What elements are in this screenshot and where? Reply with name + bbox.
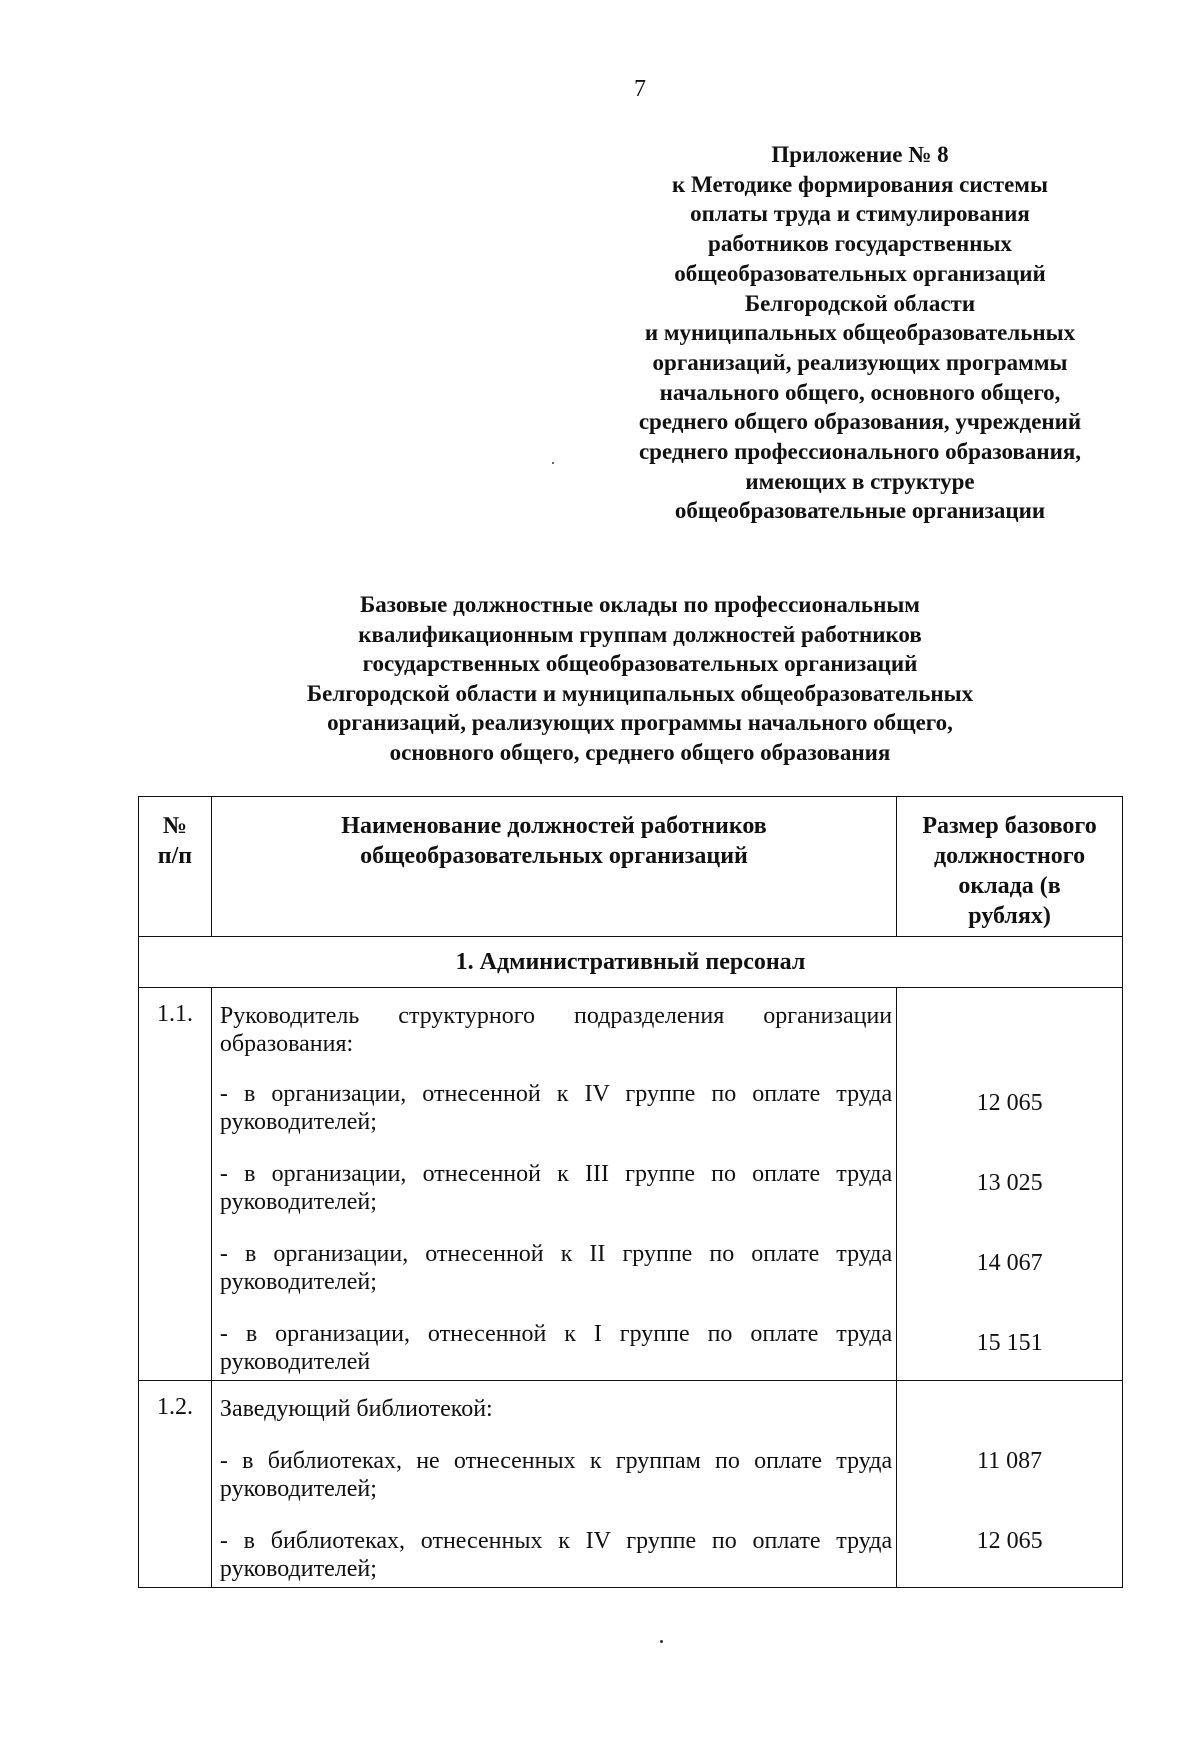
appendix-line: имеющих в структуре [745, 468, 975, 494]
salary-cell [897, 1381, 1123, 1588]
section-row [139, 937, 1123, 988]
position-title: Заведующий библиотекой: [219, 1396, 493, 1422]
row-number: 1.2. [139, 1381, 212, 1588]
appendix-line: начального общего, основного общего, [659, 379, 1061, 405]
appendix-line: Приложение № 8 [771, 142, 949, 167]
appendix-line: работников государственных [708, 231, 1012, 257]
appendix-line: среднего профессионального образования, [638, 439, 1082, 465]
table-header-row [139, 797, 1123, 937]
appendix-line: организаций, реализующих программы [652, 349, 1068, 375]
salary-value: 12 065 [976, 1090, 1043, 1116]
salary-table [138, 796, 1123, 1588]
position-item: - в организации, отнесенной к III группе по оплате труда руководителей; [219, 1161, 893, 1215]
appendix-line: общеобразовательные организации [674, 498, 1046, 524]
appendix-line: общеобразовательных организаций [674, 260, 1046, 286]
appendix-line: оплаты труда и стимулирования [690, 201, 1030, 227]
title-line: организаций, реализующих программы начального общего, [327, 710, 953, 736]
title-line: квалификационным группам должностей работников [358, 621, 922, 647]
appendix-heading [610, 140, 1110, 526]
position-cell [211, 1381, 896, 1588]
scan-speck [552, 462, 554, 464]
position-item: - в организации, отнесенной к IV группе по оплате труда руководителей; [219, 1081, 893, 1135]
position-item: - в организации, отнесенной к I группе по оплате труда руководителей [219, 1321, 893, 1375]
salary-value: 13 025 [976, 1170, 1043, 1196]
title-line: Базовые должностные оклады по профессиональным [360, 592, 920, 617]
appendix-line: и муниципальных общеобразовательных [644, 320, 1076, 346]
scan-speck [660, 1640, 663, 1643]
position-item: - в организации, отнесенной к II группе по оплате труда руководителей; [219, 1241, 893, 1295]
title-line: государственных общеобразовательных организаций [362, 651, 918, 677]
table-row [139, 988, 1123, 1381]
appendix-line: Белгородской области [744, 290, 976, 316]
title-line: Белгородской области и муниципальных общеобразовательных [306, 680, 974, 706]
position-title: Руководитель структурного подразделения организации образования: [219, 1003, 893, 1057]
section-heading: 1. Административный персонал [139, 937, 1123, 988]
salary-cell [897, 988, 1123, 1381]
page-number: 7 [634, 76, 646, 102]
table-row [139, 1381, 1123, 1588]
row-number: 1.1. [139, 988, 212, 1381]
salary-value: 12 065 [976, 1528, 1043, 1554]
header-salary: Размер базового должностного оклада (в рублях) [897, 797, 1123, 937]
position-item: - в библиотеках, не отнесенных к группам по оплате труда руководителей; [219, 1448, 893, 1502]
salary-value: 14 067 [976, 1250, 1043, 1276]
appendix-line: к Методике формирования системы [672, 171, 1048, 197]
header-name: Наименование должностей работников общеобразовательных организаций [211, 797, 896, 937]
position-cell [211, 988, 896, 1381]
appendix-line: среднего общего образования, учреждений [638, 409, 1082, 435]
position-item: - в библиотеках, отнесенных к IV группе по оплате труда руководителей; [219, 1528, 893, 1582]
header-num: № п/п [139, 797, 212, 937]
title-line: основного общего, среднего общего образования [389, 739, 891, 765]
salary-value: 11 087 [977, 1448, 1043, 1474]
document-title [140, 590, 1140, 768]
salary-value: 15 151 [976, 1330, 1043, 1356]
